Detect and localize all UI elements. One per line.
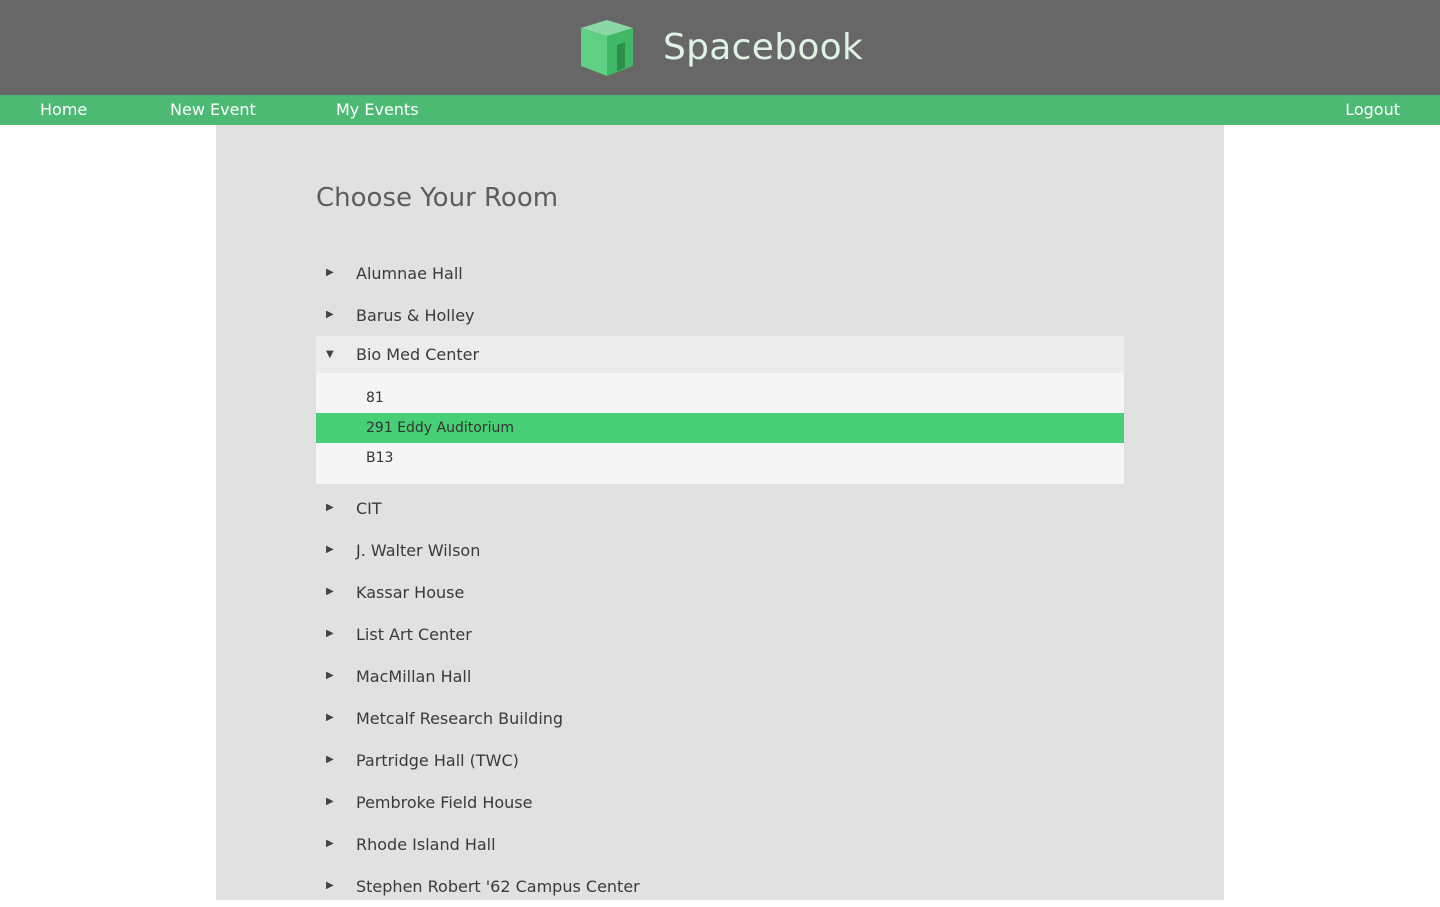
building-label: CIT	[356, 498, 382, 518]
building-label: List Art Center	[356, 624, 472, 644]
building-label: Kassar House	[356, 582, 465, 602]
building-row[interactable]	[316, 613, 1124, 655]
building-row[interactable]	[316, 294, 1124, 336]
building-row[interactable]	[316, 865, 1124, 907]
building-row[interactable]	[316, 336, 1124, 373]
room-item[interactable]: B13	[366, 450, 394, 466]
nav-my-events-link[interactable]: My Events	[336, 100, 419, 119]
triangle-right-icon[interactable]: ▶	[326, 544, 334, 555]
room-item[interactable]: 81	[366, 390, 384, 406]
brand-name: Spacebook	[663, 26, 864, 68]
building-label: Barus & Holley	[356, 305, 475, 325]
building-label: MacMillan Hall	[356, 666, 472, 686]
triangle-right-icon[interactable]: ▶	[326, 880, 334, 891]
building-label: Partridge Hall (TWC)	[356, 750, 519, 770]
building-label: Bio Med Center	[356, 345, 480, 364]
building-list	[316, 252, 1124, 907]
building-row[interactable]	[316, 739, 1124, 781]
triangle-right-icon[interactable]: ▶	[326, 712, 334, 723]
triangle-right-icon[interactable]: ▶	[326, 586, 334, 597]
building-label: Stephen Robert '62 Campus Center	[356, 876, 640, 896]
building-row[interactable]	[316, 529, 1124, 571]
building-label: Pembroke Field House	[356, 792, 533, 812]
room-chooser-panel	[216, 125, 1224, 900]
building-label: Rhode Island Hall	[356, 834, 496, 854]
nav-bar	[0, 95, 1440, 125]
building-row[interactable]	[316, 697, 1124, 739]
nav-new-event-link[interactable]: New Event	[170, 100, 256, 119]
triangle-right-icon[interactable]: ▶	[326, 267, 334, 278]
triangle-right-icon[interactable]: ▶	[326, 628, 334, 639]
green-cube-door-icon	[577, 16, 637, 78]
building-label: Alumnae Hall	[356, 263, 463, 283]
header	[0, 0, 1440, 95]
nav-home-link[interactable]: Home	[40, 100, 88, 119]
room-list	[316, 373, 1124, 484]
building-row[interactable]	[316, 487, 1124, 529]
brand[interactable]	[577, 16, 863, 78]
building-row[interactable]	[316, 823, 1124, 865]
triangle-right-icon[interactable]: ▶	[326, 309, 334, 320]
triangle-right-icon[interactable]: ▶	[326, 796, 334, 807]
nav-logout-link[interactable]: Logout	[1345, 100, 1400, 119]
triangle-down-icon[interactable]: ▼	[326, 348, 334, 360]
room-item-selected[interactable]: 291 Eddy Auditorium	[316, 413, 1124, 443]
triangle-right-icon[interactable]: ▶	[326, 502, 334, 513]
building-row[interactable]	[316, 781, 1124, 823]
building-row[interactable]	[316, 252, 1124, 294]
building-label: Metcalf Research Building	[356, 708, 564, 728]
page-title: Choose Your Room	[316, 183, 559, 213]
building-row[interactable]	[316, 655, 1124, 697]
triangle-right-icon[interactable]: ▶	[326, 670, 334, 681]
building-label: J. Walter Wilson	[356, 540, 481, 560]
triangle-right-icon[interactable]: ▶	[326, 754, 334, 765]
building-row[interactable]	[316, 571, 1124, 613]
triangle-right-icon[interactable]: ▶	[326, 838, 334, 849]
